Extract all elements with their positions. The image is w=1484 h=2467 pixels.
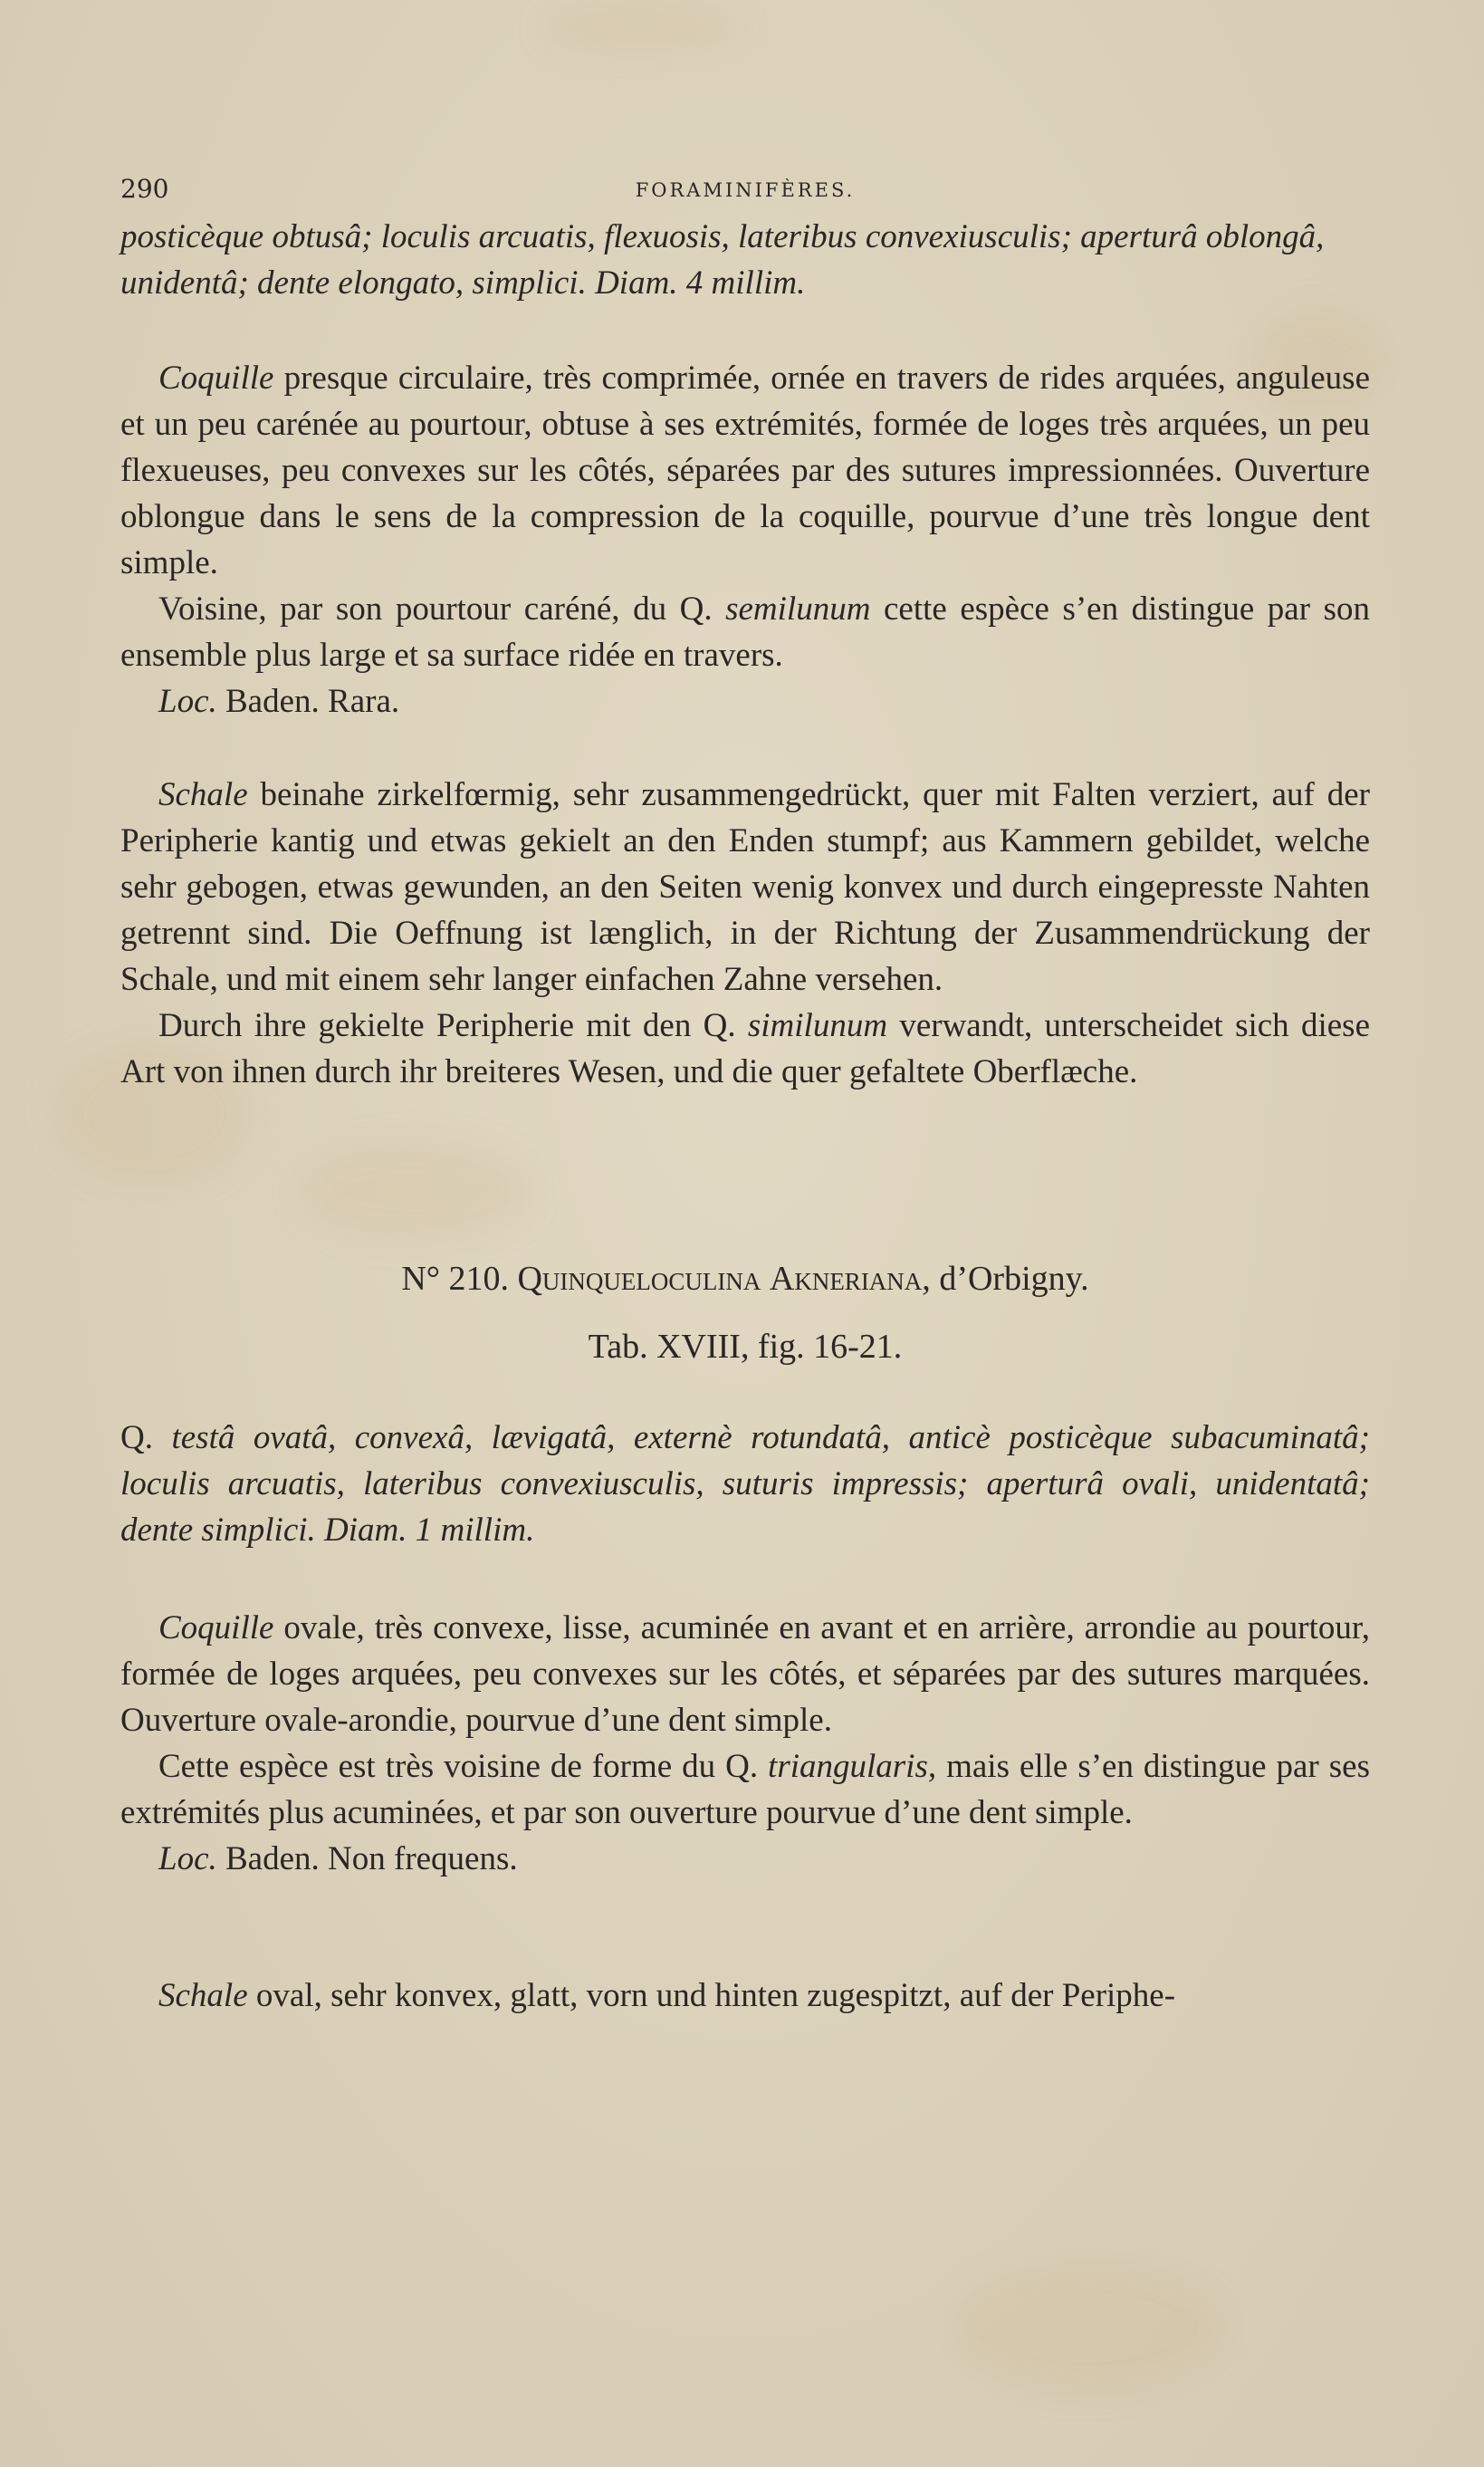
species-heading: [120, 1259, 1370, 1299]
paper-stain: [951, 2264, 1222, 2391]
paper-stain: [543, 0, 742, 54]
latin-line: posticèque obtusâ; loculis arcuatis, flexuosis, lateribus convexiusculis; aperturâ oblongâ,: [120, 218, 1325, 255]
latin-diagnosis: [120, 1415, 1370, 1553]
species-author: d’Orbigny.: [939, 1260, 1089, 1298]
german-description-2: [120, 1973, 1370, 2019]
french-comparison-paragraph: Cette espèce est très voisine de forme du Q. triangularis, mais elle s’en distingue par ses extrémités plus acuminées, et par son ouverture pourvue d’une dent simple.: [120, 1748, 1370, 1831]
german-description: [120, 772, 1370, 1095]
page-header: [120, 174, 1370, 204]
french-paragraph: Coquille presque circulaire, très comprimée, ornée en travers de rides arquées, anguleuse et un peu carénée au pourtour, obtuse à ses extrémités, formée de loges très arquées, un peu flexueuses, peu convexes sur les côtés, séparées par des sutures impressionnées. Ouverture oblongue dans le sens de la compression de la coquille, pourvue d’une très longue dent simple.: [120, 360, 1370, 581]
french-paragraph: Coquille ovale, très convexe, lisse, acuminée en avant et en arrière, arrondie au pourtour, formée de loges arquées, peu convexes sur les côtés, et séparées par des sutures marquées. Ouverture ovale-arondie, pourvue d’une dent simple.: [120, 1609, 1370, 1739]
locality-line: Loc. Baden. Non frequens.: [158, 1840, 518, 1877]
latin-diagnosis-continued: [120, 214, 1370, 306]
french-description: [120, 355, 1370, 725]
latin-paragraph: Q. testâ ovatâ, convexâ, lævigatâ, externè rotundatâ, anticè posticèque subacuminatâ; loculis arcuatis, lateribus convexiusculis, suturis impressis; aperturâ ovali, unidentatâ; dente simplici. Diam. 1 millim.: [120, 1419, 1370, 1549]
paper-stain: [299, 1141, 534, 1241]
french-description-2: [120, 1605, 1370, 1882]
page-number: 290: [120, 174, 169, 204]
plate-reference: Tab. XVIII, fig. 16-21.: [588, 1328, 903, 1366]
french-comparison-paragraph: Voisine, par son pourtour caréné, du Q. semilunum cette espèce s’en distingue par son ensemble plus large et sa surface ridée en travers.: [120, 590, 1370, 674]
latin-line: unidentâ; dente elongato, simplici. Diam. 4 millim.: [120, 264, 806, 302]
german-paragraph: Schale oval, sehr konvex, glatt, vorn und hinten zugespitzt, auf der Periphe-: [158, 1977, 1176, 2014]
running-title: FORAMINIFÈRES.: [635, 179, 856, 201]
species-name: Akneriana,: [769, 1260, 931, 1298]
locality-line: Loc. Baden. Rara.: [158, 683, 400, 720]
species-number: N° 210.: [401, 1260, 509, 1298]
genus-name: Quinqueloculina: [517, 1260, 761, 1298]
german-paragraph: Schale beinahe zirkelfœrmig, sehr zusammengedrückt, quer mit Falten verziert, auf der Peripherie kantig und etwas gekielt an den Enden stumpf; aus Kammern gebildet, welche sehr gebogen, etwas gewunden, an den Seiten wenig konvex und durch eingepresste Nahten getrennt sind. Die Oeffnung ist længlich, in der Richtung der Zusammendrückung der Schale, und mit einem sehr langer einfachen Zahne versehen.: [120, 776, 1370, 998]
german-comparison-paragraph: Durch ihre gekielte Peripherie mit den Q. similunum verwandt, unterscheidet sich diese Art von ihnen durch ihr breiteres Wesen, und die quer gefaltete Oberflæche.: [120, 1007, 1370, 1090]
